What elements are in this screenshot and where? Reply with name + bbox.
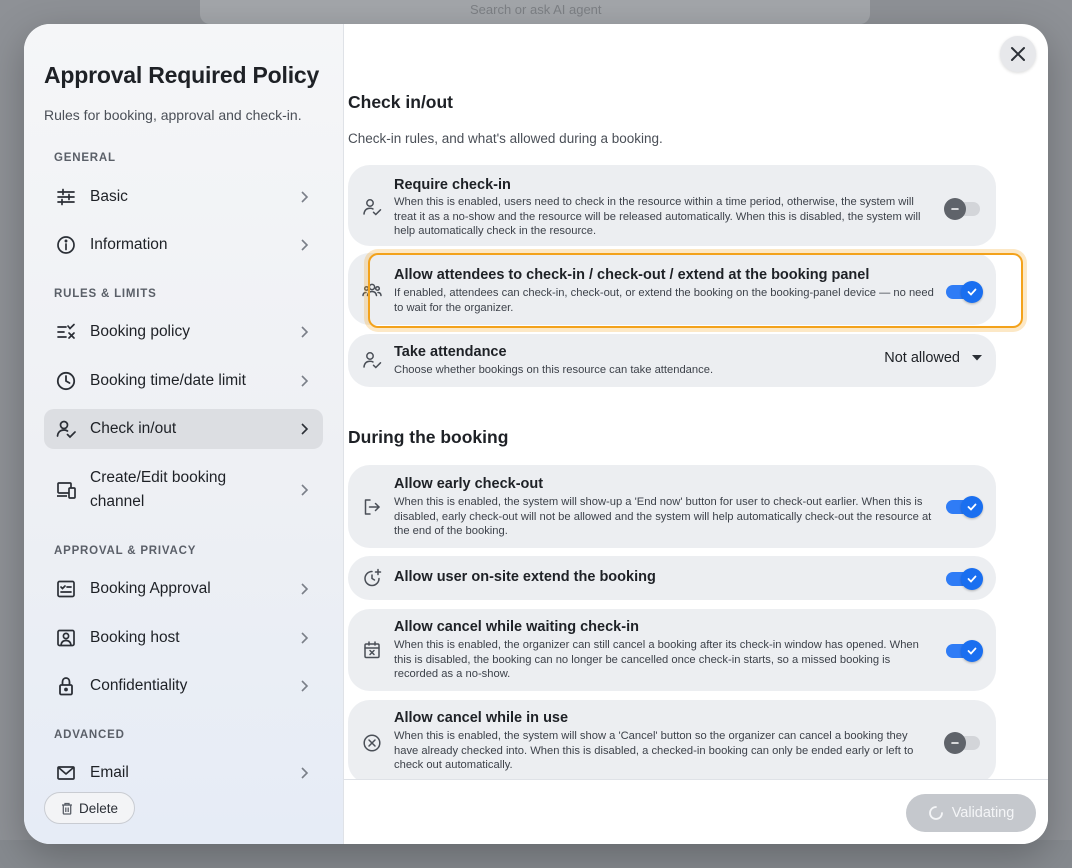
setting-cancel-in-use	[348, 700, 996, 784]
lock-icon	[54, 674, 78, 698]
chevron-right-icon	[299, 483, 309, 497]
setting-description: If enabled, attendees can check-in, check-out, or extend the booking on the booking-panel device — no need to wait for the organizer.	[394, 287, 934, 314]
validate-button-label: Validating	[951, 805, 1015, 821]
setting-description: When this is enabled, users need to check in the resource within a time period, otherwise, the system will treat it as a no-show and the resource will be released automatically. When this is disabled, the system will help automatically check in the resource.	[394, 196, 921, 238]
sidebar	[24, 24, 344, 844]
sidebar-item-label: Booking Approval	[90, 580, 211, 597]
sidebar-item-booking-host[interactable]	[44, 618, 323, 658]
rule-list-icon	[54, 320, 78, 344]
section-general: GENERAL	[54, 152, 116, 164]
sidebar-item-booking-channel[interactable]	[44, 464, 323, 516]
setting-early-check-out	[348, 465, 996, 548]
sidebar-item-time-limit[interactable]	[44, 361, 323, 401]
onsite-extend-toggle[interactable]	[946, 569, 982, 589]
delete-button-label: Delete	[78, 800, 119, 816]
setting-onsite-extend	[348, 556, 996, 600]
sliders-icon	[54, 185, 78, 209]
section-heading-check-in-out: Check in/out	[348, 92, 454, 112]
sidebar-item-booking-policy[interactable]	[44, 312, 323, 352]
section-heading-during-booking: During the booking	[348, 427, 509, 447]
setting-title: Allow cancel while in use	[394, 710, 569, 726]
chevron-right-icon	[299, 422, 309, 436]
trash-icon	[61, 802, 73, 815]
sidebar-item-label: Confidentiality	[90, 677, 188, 694]
section-rules-limits: RULES & LIMITS	[54, 288, 157, 300]
setting-cancel-waiting-check-in	[348, 609, 996, 691]
info-icon	[54, 233, 78, 257]
logout-icon	[362, 497, 382, 517]
close-button[interactable]	[1000, 36, 1036, 72]
setting-attendees-booking-panel	[348, 253, 996, 325]
setting-title: Allow attendees to check-in / check-out / extend at the booking panel	[394, 267, 870, 283]
sidebar-item-label: Booking host	[90, 629, 180, 646]
sidebar-item-label-line2: channel	[90, 493, 145, 510]
chevron-right-icon	[299, 190, 309, 204]
modal-subtitle: Rules for booking, approval and check-in.	[44, 107, 302, 123]
setting-title: Allow cancel while waiting check-in	[394, 619, 639, 635]
mail-icon	[54, 761, 78, 785]
setting-description: When this is enabled, the organizer can still cancel a booking after its check-in window has opened. When this is disabled, the booking can no longer be cancelled once check-in starts, so a missed booking is recorded as a no-show.	[394, 639, 919, 681]
sidebar-item-label: Information	[90, 236, 168, 253]
modal-title: Approval Required Policy	[44, 62, 320, 88]
chevron-right-icon	[299, 766, 309, 780]
close-icon	[1010, 46, 1026, 62]
setting-title: Allow early check-out	[394, 476, 544, 492]
setting-description: Choose whether bookings on this resource can take attendance.	[394, 364, 714, 376]
caret-down-icon	[972, 355, 982, 361]
clock-plus-icon	[362, 568, 382, 588]
spinner-icon	[928, 805, 944, 821]
sidebar-item-label-line1: Create/Edit booking	[90, 469, 227, 486]
sidebar-item-label: Booking time/date limit	[90, 372, 246, 389]
chevron-right-icon	[299, 238, 309, 252]
setting-title: Allow user on-site extend the booking	[394, 569, 656, 585]
take-attendance-select[interactable]	[884, 350, 982, 366]
cancel-in-use-toggle[interactable]	[946, 733, 982, 753]
chevron-right-icon	[299, 631, 309, 645]
section-approval-privacy: APPROVAL & PRIVACY	[54, 545, 197, 557]
setting-take-attendance	[348, 334, 996, 387]
section-description: Check-in rules, and what's allowed during a booking.	[348, 131, 663, 146]
user-check-icon	[54, 417, 78, 441]
setting-description: When this is enabled, the system will show a 'Cancel' button so the organizer can cancel a booking they have already checked into. When this is disabled, a checked-in booking can only be ended early or left to check out automatically.	[394, 730, 914, 772]
user-check-icon	[362, 350, 382, 370]
attendees-booking-panel-toggle[interactable]	[946, 282, 982, 302]
background-strip	[0, 840, 1072, 868]
sidebar-item-label: Email	[90, 764, 129, 781]
sidebar-item-confidentiality[interactable]	[44, 666, 323, 706]
chevron-right-icon	[299, 374, 309, 388]
setting-description: When this is enabled, the system will show-up a 'End now' button for user to check-out earlier. When this is disabled, early check-out will not be allowed and the system will help automatically check-out the resource at the end of the booking.	[394, 496, 932, 538]
background-search-bar	[200, 0, 870, 24]
background-search-placeholder: Search or ask AI agent	[470, 2, 602, 17]
group-icon	[362, 280, 382, 300]
sidebar-item-information[interactable]	[44, 225, 323, 265]
sidebar-item-email[interactable]	[44, 753, 323, 793]
setting-require-check-in	[348, 165, 996, 246]
sidebar-item-label: Booking policy	[90, 323, 190, 340]
cancel-waiting-check-in-toggle[interactable]	[946, 641, 982, 661]
delete-button[interactable]	[44, 792, 135, 824]
modal-footer	[344, 779, 1048, 844]
early-check-out-toggle[interactable]	[946, 497, 982, 517]
sidebar-item-check-in-out[interactable]	[44, 409, 323, 449]
devices-icon	[54, 478, 78, 502]
approval-checklist-icon	[54, 577, 78, 601]
host-badge-icon	[54, 626, 78, 650]
clock-icon	[54, 369, 78, 393]
validate-button[interactable]	[906, 794, 1036, 832]
section-advanced: ADVANCED	[54, 729, 125, 741]
sidebar-item-label: Check in/out	[90, 420, 177, 437]
chevron-right-icon	[299, 679, 309, 693]
setting-title: Require check-in	[394, 177, 511, 193]
select-value: Not allowed	[884, 350, 960, 366]
user-check-icon	[362, 197, 382, 217]
sidebar-item-basic[interactable]	[44, 177, 323, 217]
circle-x-icon	[362, 733, 382, 753]
chevron-right-icon	[299, 582, 309, 596]
setting-title: Take attendance	[394, 344, 507, 360]
require-check-in-toggle[interactable]	[946, 199, 982, 219]
calendar-x-icon	[362, 640, 382, 660]
sidebar-item-booking-approval[interactable]	[44, 569, 323, 609]
chevron-right-icon	[299, 325, 309, 339]
sidebar-item-label: Basic	[90, 188, 128, 205]
